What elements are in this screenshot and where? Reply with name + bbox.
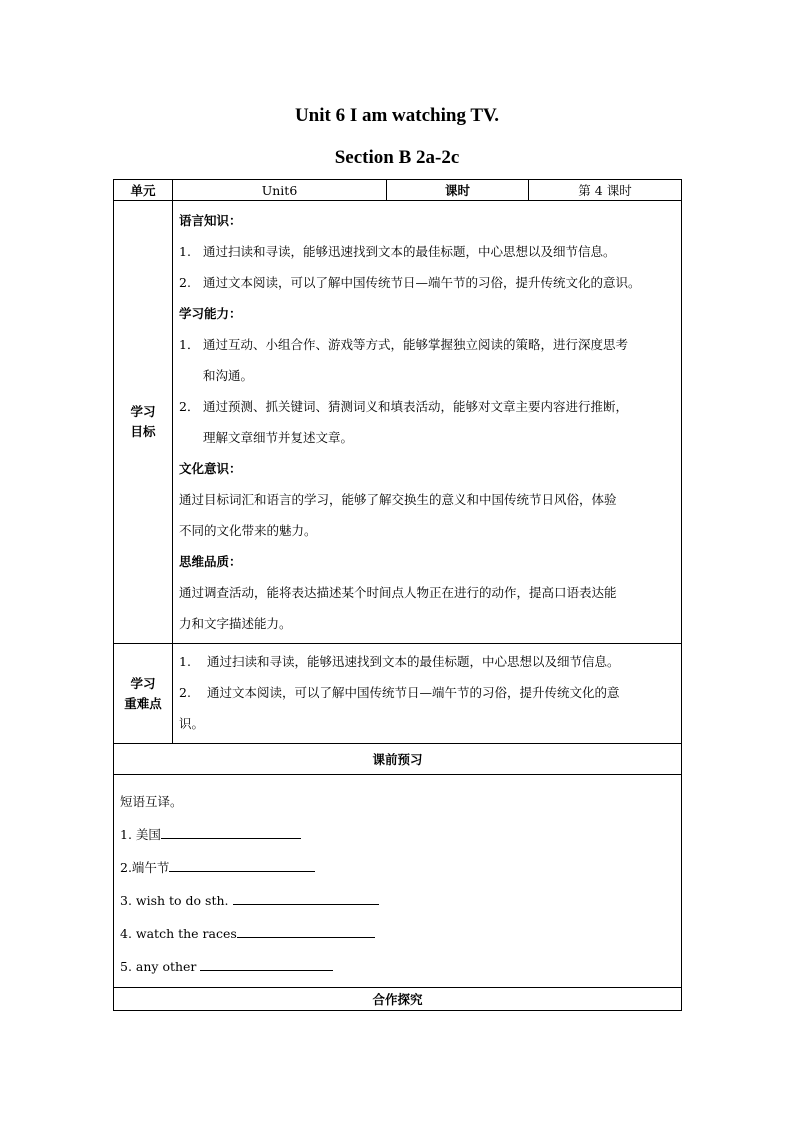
key-point-1: 1. 通过扫读和寻读，能够迅速找到文本的最佳标题，中心思想以及细节信息。 <box>179 654 620 669</box>
unit-label: 单元 <box>114 180 173 201</box>
language-item-1: 1. 通过扫读和寻读，能够迅速找到文本的最佳标题，中心思想以及细节信息。 <box>179 244 616 259</box>
ability-item-2: 2． 通过预测、抓关键词、猜测词义和填表活动，能够对文章主要内容进行推断， <box>179 399 629 414</box>
key-points-content <box>173 644 682 744</box>
preview-item-2: 2.端午节 <box>120 851 675 884</box>
answer-blank[interactable] <box>169 857 315 872</box>
preview-row <box>114 775 682 988</box>
thinking-heading: 思维品质： <box>179 554 242 569</box>
culture-text-1: 通过目标词汇和语言的学习，能够了解交换生的意义和中国传统节日风俗，体验 <box>179 492 617 507</box>
answer-blank[interactable] <box>200 956 333 971</box>
ability-heading: 学习能力： <box>179 306 242 321</box>
preview-instruction: 短语互译。 <box>120 794 183 809</box>
preview-item-4: 4. watch the races <box>120 917 675 950</box>
period-value: 第 4 课时 <box>529 180 682 201</box>
objectives-row <box>114 201 682 644</box>
language-item-2: 2. 通过文本阅读，可以了解中国传统节日—端午节的习俗，提升传统文化的意识。 <box>179 275 641 290</box>
preview-item-5: 5. any other <box>120 950 675 983</box>
preview-item-3: 3. wish to do sth. <box>120 884 675 917</box>
preview-heading: 课前预习 <box>114 744 682 775</box>
thinking-text-2: 力和文字描述能力。 <box>179 616 292 631</box>
ability-item-2-cont: 理解文章细节并复述文章。 <box>203 430 354 445</box>
preview-content <box>114 775 682 988</box>
thinking-text-1: 通过调查活动，能将表达描述某个时间点人物正在进行的动作，提高口语表达能 <box>179 585 617 600</box>
cooperation-heading-row <box>114 988 682 1011</box>
cooperation-heading: 合作探究 <box>114 988 682 1011</box>
page-subtitle: Section B 2a-2c <box>334 147 460 168</box>
lesson-plan-table <box>113 179 682 1011</box>
key-points-row <box>114 644 682 744</box>
key-points-label: 学习 重难点 <box>114 644 173 744</box>
answer-blank[interactable] <box>233 890 379 905</box>
key-point-2-cont: 识。 <box>179 716 205 731</box>
preview-item-1: 1. 美国 <box>120 818 675 851</box>
objectives-label: 学习 目标 <box>114 201 173 644</box>
language-heading: 语言知识： <box>179 213 242 228</box>
period-label: 课时 <box>387 180 529 201</box>
ability-item-1-cont: 和沟通。 <box>203 368 254 383</box>
unit-value: Unit6 <box>173 180 387 201</box>
key-point-2: 2. 通过文本阅读，可以了解中国传统节日—端午节的习俗，提升传统文化的意 <box>179 685 620 700</box>
culture-text-2: 不同的文化带来的魅力。 <box>179 523 317 538</box>
culture-heading: 文化意识： <box>179 461 242 476</box>
ability-item-1: 1． 通过互动、小组合作、游戏等方式，能够掌握独立阅读的策略，进行深度思考 <box>179 337 629 352</box>
answer-blank[interactable] <box>161 824 301 839</box>
answer-blank[interactable] <box>237 923 375 938</box>
header-row <box>114 180 682 201</box>
preview-heading-row <box>114 744 682 775</box>
page-title: Unit 6 I am watching TV. <box>294 105 500 126</box>
objectives-content <box>173 201 682 644</box>
